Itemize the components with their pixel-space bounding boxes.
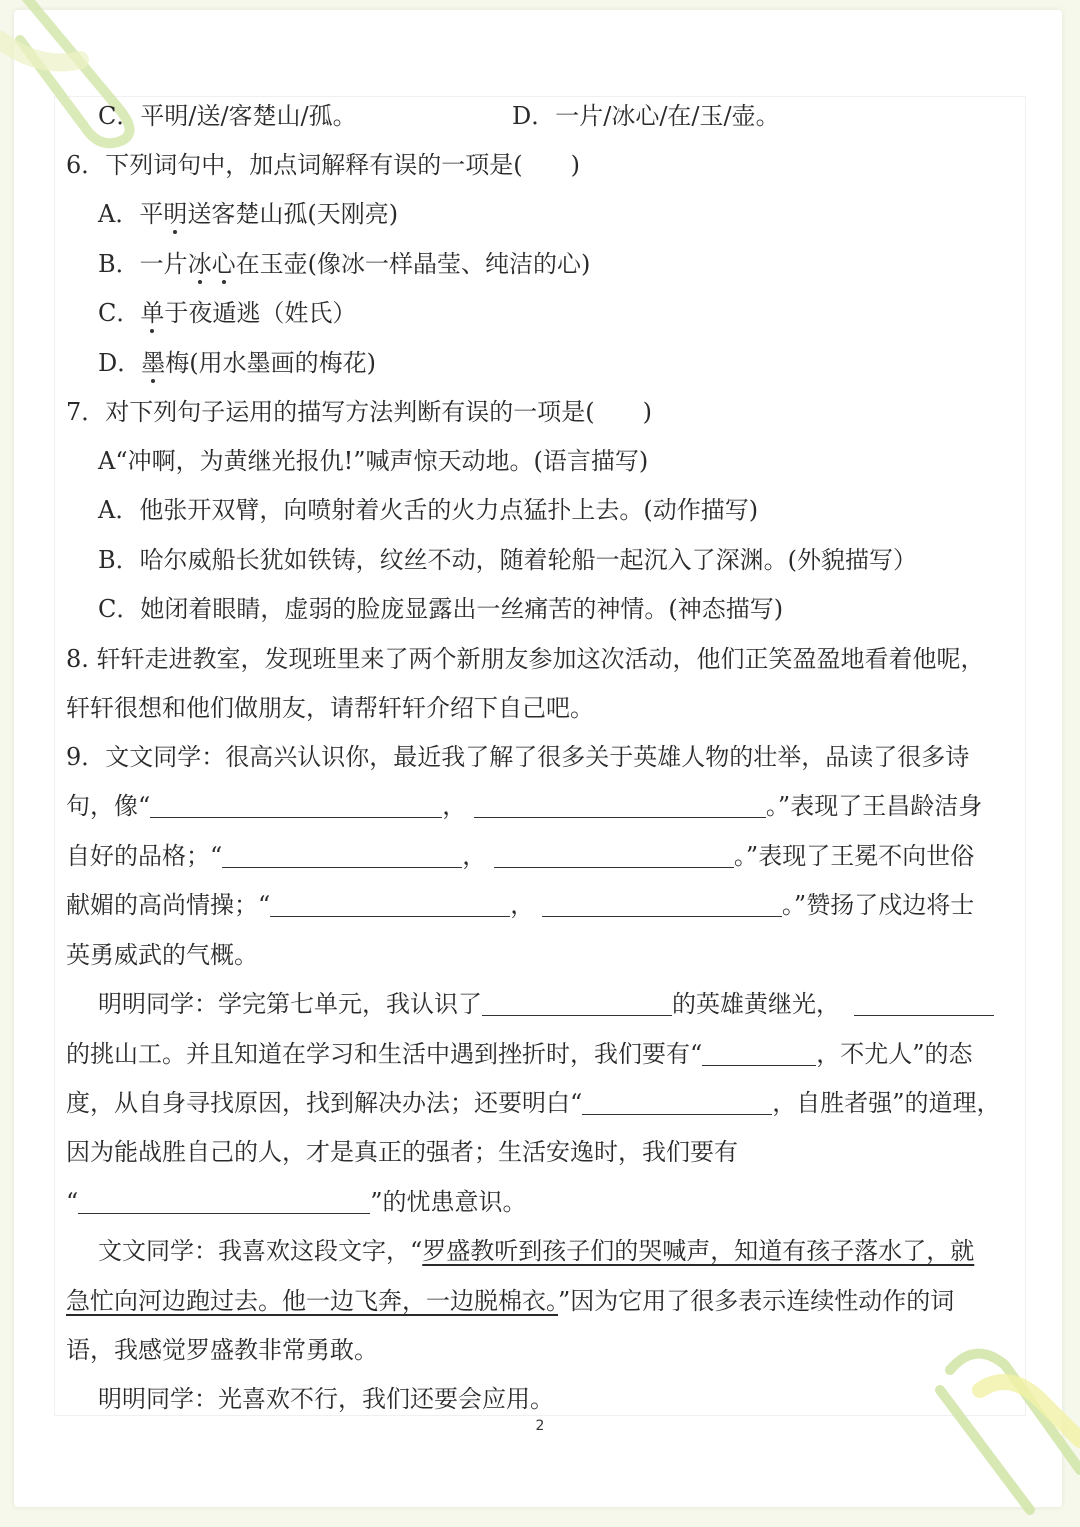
underlined-quote: 罗盛教听到孩子们的哭喊声，知道有孩子落水了，就 xyxy=(422,1237,975,1265)
answer-blank[interactable] xyxy=(542,892,782,917)
question-9-line4: 献媚的高尚情操；“ ， 。”赞扬了戍边将士 xyxy=(66,891,975,919)
wenwen-line3: 语，我感觉罗盛教非常勇敢。 xyxy=(66,1336,378,1364)
q7-option-c: C．她闭着眼睛，虚弱的脸庞显露出一丝痛苦的神情。(神态描写) xyxy=(98,595,784,623)
answer-blank[interactable] xyxy=(150,793,442,818)
answer-blank[interactable] xyxy=(482,991,672,1016)
mingming-line4: 因为能战胜自己的人，才是真正的强者；生活安逸时，我们要有 xyxy=(66,1138,738,1166)
question-9-line3: 自好的品格；“ ， 。”表现了王冕不向世俗 xyxy=(66,842,975,870)
q5-option-d: D．一片/冰心/在/玉/壶。 xyxy=(512,102,780,130)
answer-blank[interactable] xyxy=(854,991,994,1016)
question-6: 6．下列词句中，加点词解释有误的一项是( ) xyxy=(66,151,580,179)
emphasis-dot-char: 墨 xyxy=(141,349,166,377)
answer-blank[interactable] xyxy=(474,793,766,818)
wenwen-line2: 急忙向河边跑过去。他一边飞奔，一边脱棉衣。”因为它用了很多表示连续性动作的词 xyxy=(66,1287,955,1315)
underlined-quote: 急忙向河边跑过去。他一边飞奔，一边脱棉衣。 xyxy=(66,1287,558,1315)
question-8-line1: 8. 轩轩走进教室，发现班里来了两个新朋友参加这次活动，他们正笑盈盈地看着他呢， xyxy=(66,645,985,673)
question-9-line1: 9．文文同学：很高兴认识你，最近我了解了很多关于英雄人物的壮举，品读了很多诗 xyxy=(66,743,970,771)
mingming-line6: 明明同学：光喜欢不行，我们还要会应用。 xyxy=(98,1385,554,1413)
mingming-line1: 明明同学：学完第七单元，我认识了 的英雄黄继光， xyxy=(98,988,994,1020)
answer-blank[interactable] xyxy=(702,1041,816,1066)
wenwen-line1: 文文同学：我喜欢这段文字，“罗盛教听到孩子们的哭喊声，知道有孩子落水了，就 xyxy=(98,1237,975,1265)
q6-option-d: D．墨梅(用水墨画的梅花) xyxy=(98,349,376,377)
page-number: 2 xyxy=(535,1418,545,1434)
q7-option-a: A．他张开双臂，向喷射着火舌的火力点猛扑上去。(动作描写) xyxy=(98,496,759,524)
question-9-line5: 英勇威武的气概。 xyxy=(66,941,258,969)
mingming-line2: 的挑山工。并且知道在学习和生活中遇到挫折时，我们要有“ ，不尤人”的态 xyxy=(66,1040,973,1068)
question-8-line2: 轩轩很想和他们做朋友，请帮轩轩介绍下自己吧。 xyxy=(66,694,594,722)
answer-blank[interactable] xyxy=(222,843,462,868)
question-9-line2: 句，像“ ， 。”表现了王昌龄洁身 xyxy=(66,792,983,820)
answer-blank[interactable] xyxy=(78,1189,370,1214)
emphasis-dot-char: 明 xyxy=(163,200,188,228)
mingming-line3: 度，从自身寻找原因，找到解决办法；还要明白“ ，自胜者强”的道理， xyxy=(66,1089,1001,1117)
answer-blank[interactable] xyxy=(494,843,734,868)
q6-option-a: A．平明送客楚山孤(天刚亮) xyxy=(98,200,399,228)
q7-example: A“冲啊，为黄继光报仇!”喊声惊天动地。(语言描写) xyxy=(98,447,649,475)
emphasis-dot-char: 单 xyxy=(140,299,165,327)
q6-option-b: B．一片冰心在玉壶(像冰一样晶莹、纯洁的心) xyxy=(98,250,591,278)
q6-option-c: C．单于夜遁逃（姓氏） xyxy=(98,299,357,327)
emphasis-dot-char: 心 xyxy=(211,250,236,278)
answer-blank[interactable] xyxy=(582,1090,772,1115)
q7-option-b: B．哈尔威船长犹如铁铸，纹丝不动，随着轮船一起沉入了深渊。(外貌描写） xyxy=(98,546,917,574)
question-7: 7．对下列句子运用的描写方法判断有误的一项是( ) xyxy=(66,398,652,426)
emphasis-dot-char: 冰 xyxy=(187,250,212,278)
q5-option-c: C．平明/送/客楚山/孤。 xyxy=(98,102,357,130)
mingming-line5: “ ”的忧患意识。 xyxy=(66,1188,527,1216)
answer-blank[interactable] xyxy=(270,892,510,917)
